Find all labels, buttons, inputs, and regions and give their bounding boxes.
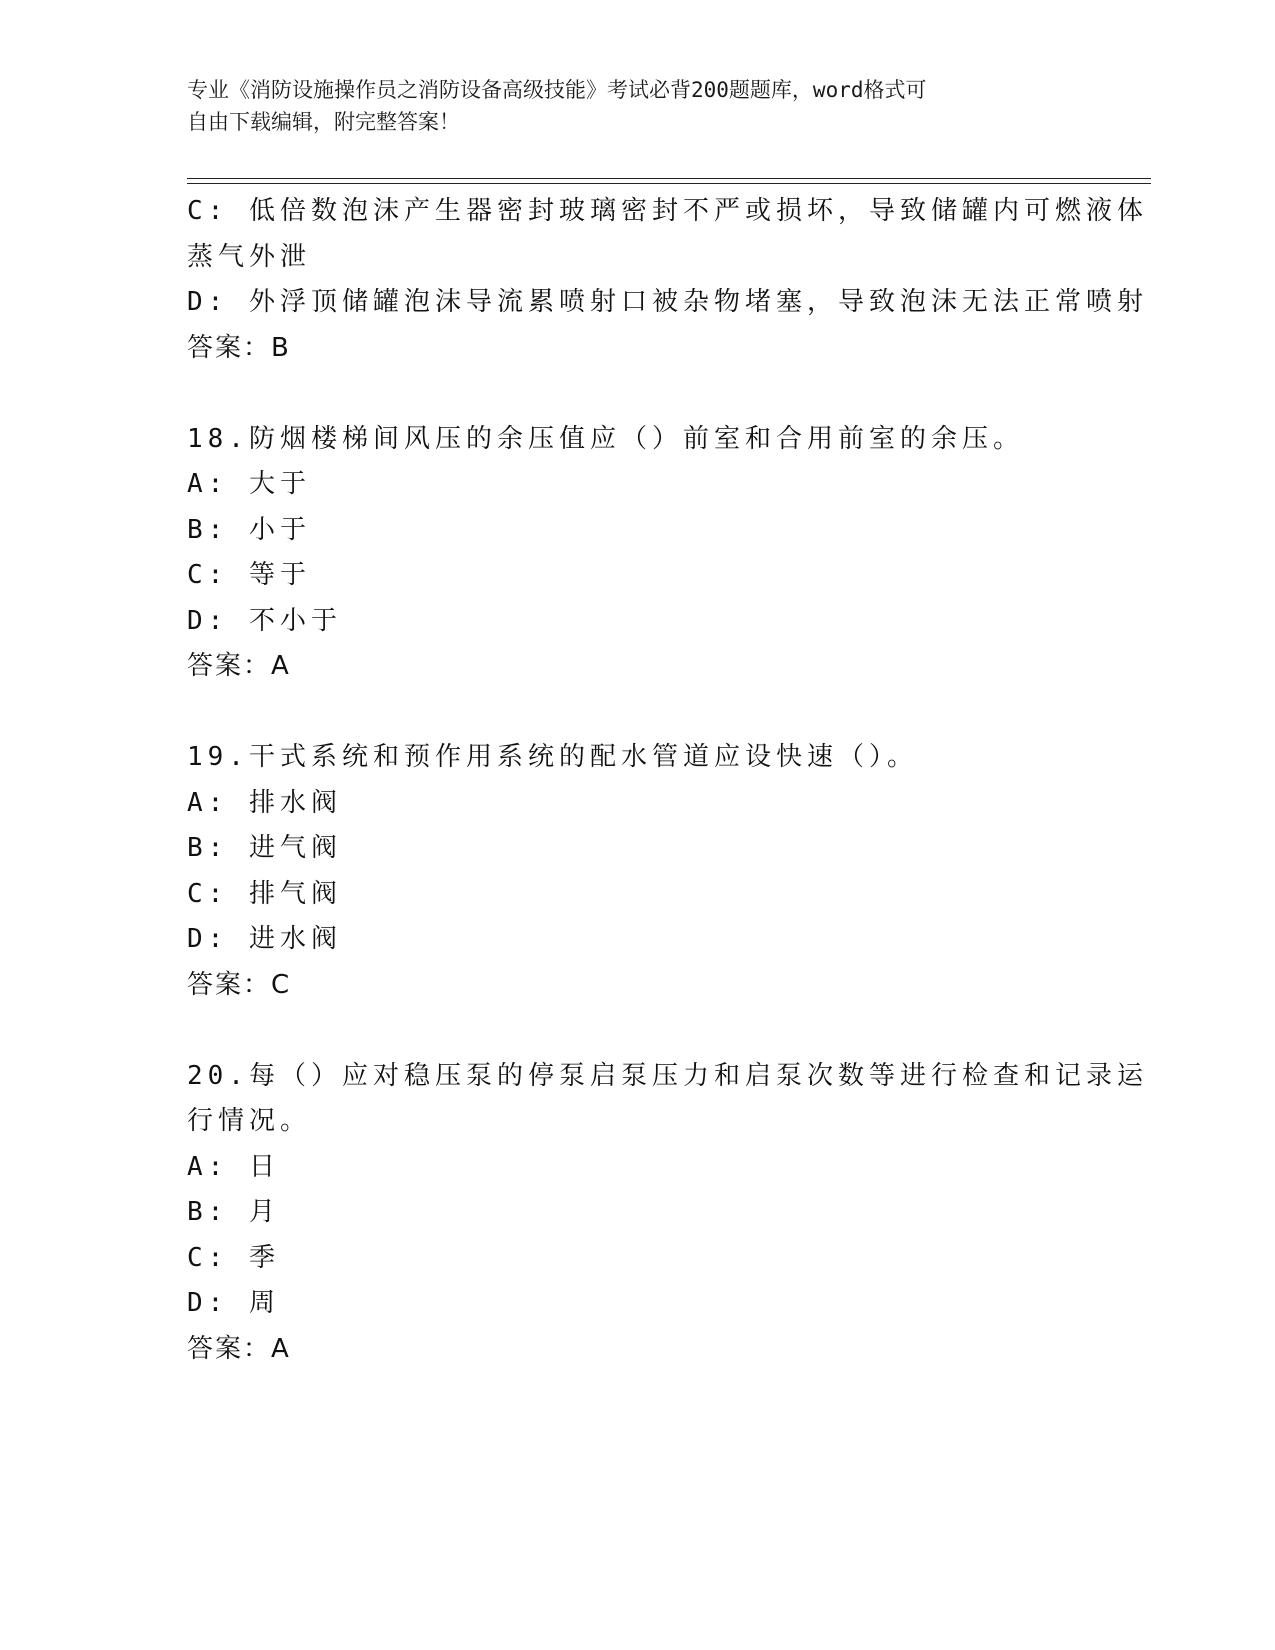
answer: 答案：A: [187, 651, 291, 681]
header-line-1: 专业《消防设施操作员之消防设备高级技能》考试必背200题题库，word格式可: [187, 78, 927, 102]
option-a: A: 大于: [187, 469, 311, 499]
question-18: [187, 417, 1087, 690]
question-text: 19.干式系统和预作用系统的配水管道应设快速（）。: [187, 742, 918, 772]
option-d: D: 外浮顶储罐泡沫导流累喷射口被杂物堵塞，导致泡沫无法正常喷射: [187, 287, 1148, 317]
question-19: [187, 735, 1087, 1008]
header-rule-top: [187, 178, 1151, 179]
answer: 答案：C: [187, 969, 292, 1000]
header-line-2: 自由下载编辑，附完整答案！: [187, 110, 460, 134]
answer: 答案：A: [187, 1333, 291, 1364]
answer: 答案：B: [187, 332, 291, 363]
option-c: C: 等于: [187, 560, 311, 590]
option-a: A: 日: [187, 1151, 280, 1182]
question-text: 18.防烟楼梯间风压的余压值应（）前室和合用前室的余压。: [187, 423, 1024, 454]
option-a: A: 排水阀: [187, 787, 342, 818]
option-c: C: 低倍数泡沫产生器密封玻璃密封不严或损坏，导致储罐内可燃液体: [187, 196, 1148, 226]
option-d: D: 进水阀: [187, 924, 342, 954]
option-d: D: 周: [187, 1288, 280, 1318]
option-d: D: 不小于: [187, 605, 342, 636]
option-c: C: 季: [187, 1242, 280, 1273]
question-text: 20.每（）应对稳压泵的停泵启泵压力和启泵次数等进行检查和记录运: [187, 1060, 1148, 1091]
header-rule-bottom: [187, 183, 1151, 184]
question-17-tail: [187, 189, 1148, 371]
document-header: [187, 74, 1067, 138]
spacer: [187, 371, 1087, 417]
option-b: B: 进气阀: [187, 833, 342, 863]
question-text-continued: 行情况。: [187, 1106, 312, 1136]
spacer: [187, 690, 1087, 736]
option-c-continued: 蒸气外泄: [187, 241, 312, 272]
option-b: B: 月: [187, 1197, 280, 1227]
question-list: [187, 189, 1148, 1372]
question-20: [187, 1054, 1148, 1373]
option-b: B: 小于: [187, 514, 311, 545]
option-c: C: 排气阀: [187, 878, 342, 909]
spacer: [187, 1008, 1087, 1054]
